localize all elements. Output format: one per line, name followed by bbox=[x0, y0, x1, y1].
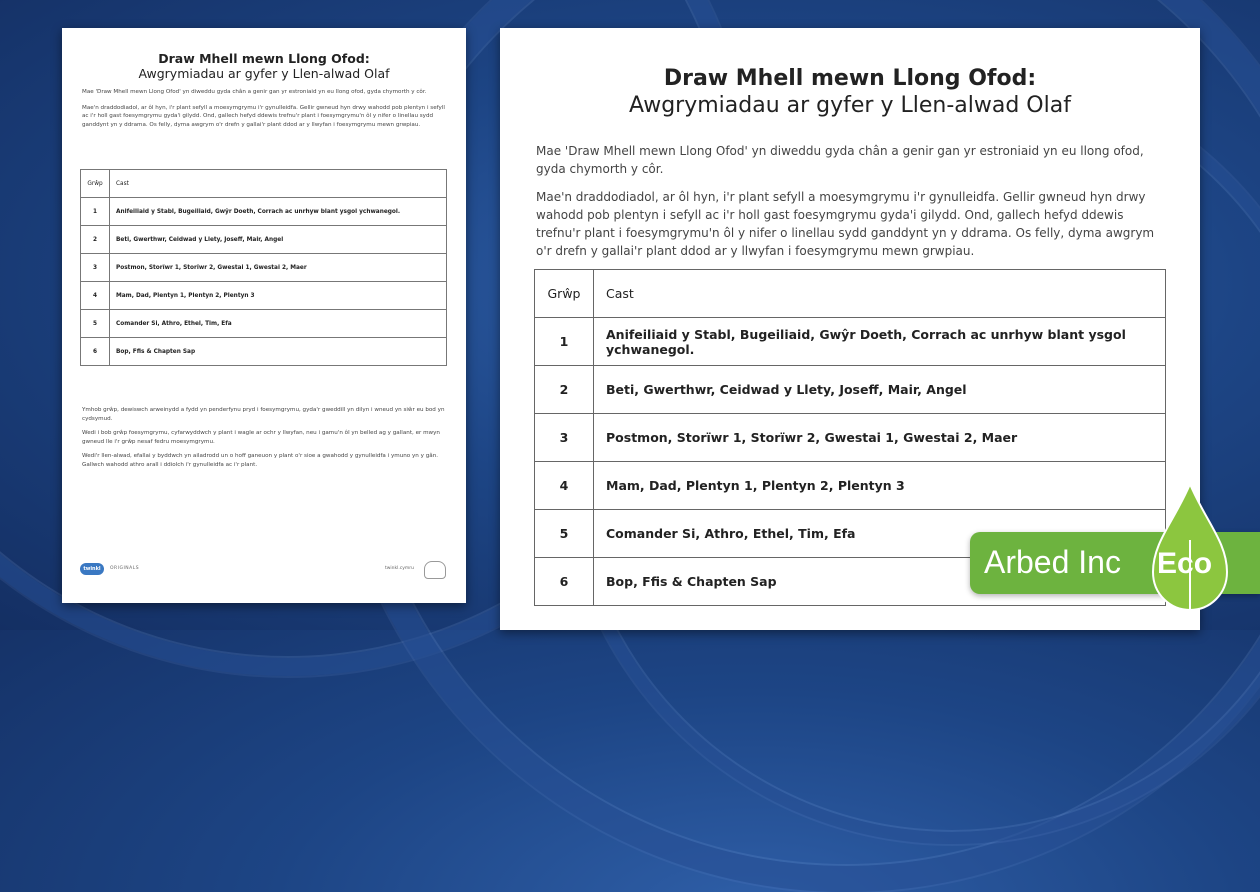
table-cell: Bop, Ffis & Chapten Sap bbox=[594, 558, 1166, 606]
thumbnail-note-paragraph: Ymhob grŵp, dewiswch arweinydd a fydd yn penderfynu pryd i foesymgrymu, gyda'r gweddill yn dilyn i wneud yn siŵr eu bod yn cydsymud. bbox=[82, 407, 445, 422]
brand-logo: twinkl bbox=[80, 563, 104, 575]
table-cell: 3 bbox=[535, 414, 594, 462]
thumbnail-title: Draw Mhell mewn Llong Ofod: bbox=[158, 51, 370, 66]
thumbnail-note-paragraph: Wedi i bob grŵp foesymgrymu, cyfarwyddwch y plant i wagle ar ochr y llwyfan, neu i gamu'n ôl yn belled ag y gallant, er mwyn gwneud lle i'r grŵp nesaf fedru moesymgrymu. bbox=[82, 430, 440, 445]
table-cell: Mam, Dad, Plentyn 1, Plentyn 2, Plentyn 3 bbox=[594, 462, 1166, 510]
thumbnail-cast-table bbox=[80, 169, 447, 366]
table-cell: Beti, Gwerthwr, Ceidwad y Llety, Joseff, Mair, Angel bbox=[594, 366, 1166, 414]
table-cell: Anifeiliaid y Stabl, Bugeiliaid, Gwŷr Doeth, Corrach ac unrhyw blant ysgol ychwanegol. bbox=[594, 318, 1166, 366]
table-header-cell: Grŵp bbox=[81, 170, 110, 198]
table-cell: Postmon, Storïwr 1, Storïwr 2, Gwestai 1, Gwestai 2, Maer bbox=[594, 414, 1166, 462]
table-cell: 1 bbox=[81, 198, 110, 226]
table-cell: Bop, Ffis & Chapten Sap bbox=[110, 338, 447, 366]
table-row bbox=[81, 338, 447, 366]
table-header-cell: Grŵp bbox=[535, 270, 594, 318]
thumbnail-footer bbox=[80, 561, 448, 581]
thumbnail-note-paragraph: Wedi'r llen-alwad, efallai y byddwch yn ailadrodd un o hoff ganeuon y plant o'r sioe a gwahodd y gynulleidfa i ymuno yn y gân. Gallwch wahodd athro arall i ddiolch i'r gynulleidfa ac i'r plant. bbox=[82, 453, 439, 468]
page-title: Draw Mhell mewn Llong Ofod: bbox=[663, 66, 1037, 91]
table-cell: 4 bbox=[535, 462, 594, 510]
table-cell: Beti, Gwerthwr, Ceidwad y Llety, Joseff, Mair, Angel bbox=[110, 226, 447, 254]
table-row bbox=[535, 414, 1166, 462]
table-cell: 6 bbox=[535, 558, 594, 606]
table-cell: 2 bbox=[535, 366, 594, 414]
table-row bbox=[81, 254, 447, 282]
table-row bbox=[535, 366, 1166, 414]
eco-word: Eco bbox=[1157, 547, 1213, 580]
table-row bbox=[81, 198, 447, 226]
table-cell: Postmon, Storïwr 1, Storïwr 2, Gwestai 1, Gwestai 2, Maer bbox=[110, 254, 447, 282]
table-cell: Anifeiliaid y Stabl, Bugeiliaid, Gwŷr Doeth, Corrach ac unrhyw blant ysgol ychwanegol. bbox=[110, 198, 447, 226]
intro-paragraph: Mae'n draddodiadol, ar ôl hyn, i'r plant sefyll a moesymgrymu i'r gynulleidfa. Gellir gwneud hyn drwy wahodd pob plentyn i sefyll ac i'r holl gast foesymgrymu gyda'i gilydd. Ond, gallech hefyd ddewis trefnu'r plant i foesymgrymu'n ôl y nifer o linellau sydd ganddynt yn y ddrama. Os felly, dyma awgrym o'r drefn y gallai'r plant ddod ar y llwyfan i foesymgrymu mewn grwpiau. bbox=[536, 190, 1155, 258]
table-cell: 3 bbox=[81, 254, 110, 282]
page-subtitle: Awgrymiadau ar gyfer y Llen-alwad Olaf bbox=[629, 93, 1071, 118]
table-row bbox=[81, 310, 447, 338]
table-row bbox=[535, 318, 1166, 366]
thumbnail-notes bbox=[82, 406, 447, 475]
table-cell: 2 bbox=[81, 226, 110, 254]
table-cell: 6 bbox=[81, 338, 110, 366]
worksheet-thumbnail bbox=[62, 28, 466, 603]
table-cell: 1 bbox=[535, 318, 594, 366]
table-cell: 5 bbox=[535, 510, 594, 558]
table-cell: 4 bbox=[81, 282, 110, 310]
table-header-row bbox=[535, 270, 1166, 318]
table-cell: Comander Si, Athro, Ethel, Tim, Efa bbox=[594, 510, 1166, 558]
eco-badge-label: Arbed Inc bbox=[984, 544, 1121, 580]
table-header-row bbox=[81, 170, 447, 198]
footer-emblem-icon bbox=[424, 561, 446, 579]
thumbnail-intro-paragraph: Mae'n draddodiadol, ar ôl hyn, i'r plant sefyll a moesymgrymu i'r gynulleidfa. Gellir gwneud hyn drwy wahodd pob plentyn i sefyll ac i'r holl gast foesymgrymu gyda'i gilydd. Ond, gallech hefyd ddewis trefnu'r plant i foesymgrymu'n ôl y nifer o linellau sydd ganddynt yn y ddrama. Os felly, dyma awgrym o'r drefn y gallai'r plant ddod ar y llwyfan i foesymgrymu mewn grwpiau. bbox=[82, 104, 445, 128]
table-cell: 5 bbox=[81, 310, 110, 338]
table-header-cell: Cast bbox=[594, 270, 1166, 318]
table-cell: Comander Si, Athro, Ethel, Tim, Efa bbox=[110, 310, 447, 338]
thumbnail-subtitle: Awgrymiadau ar gyfer y Llen-alwad Olaf bbox=[138, 66, 390, 81]
table-header-cell: Cast bbox=[110, 170, 447, 198]
table-row bbox=[81, 226, 447, 254]
footer-website: twinkl.cymru bbox=[384, 566, 414, 571]
eco-badge bbox=[970, 480, 1260, 630]
thumbnail-intro-paragraph: Mae 'Draw Mhell mewn Llong Ofod' yn diweddu gyda chân a genir gan yr estroniaid yn eu llong ofod, gyda chymorth y côr. bbox=[82, 89, 427, 95]
intro-paragraph: Mae 'Draw Mhell mewn Llong Ofod' yn diweddu gyda chân a genir gan yr estroniaid yn eu llong ofod, gyda chymorth y côr. bbox=[536, 144, 1144, 176]
table-cell: Mam, Dad, Plentyn 1, Plentyn 2, Plentyn 3 bbox=[110, 282, 447, 310]
table-row bbox=[81, 282, 447, 310]
brand-label: ORIGINALS bbox=[110, 566, 140, 571]
